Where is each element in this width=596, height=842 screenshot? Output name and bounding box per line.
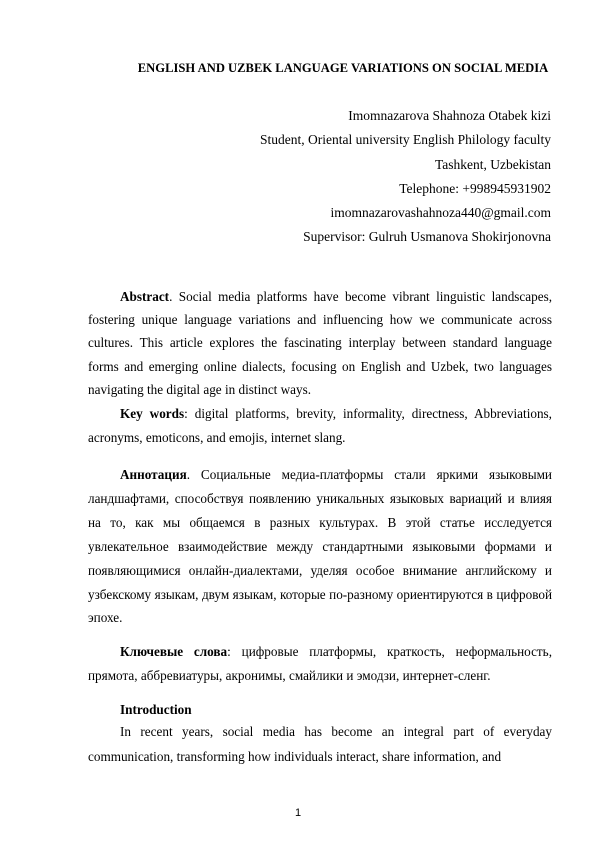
- keywords-ru-text: : цифровые платформы, краткость, неформальность, прямота, аббревиатуры, акронимы, смайлики и эмодзи, интернет-сленг.: [88, 644, 552, 683]
- annotation-ru-section: [88, 463, 552, 630]
- abstract-paragraph: [88, 285, 552, 401]
- supervisor-name: Supervisor: Gulruh Usmanova Shokirjonovna: [303, 229, 551, 245]
- introduction-section: [88, 720, 552, 769]
- keywords-text: : digital platforms, brevity, informality, directness, Abbreviations, acronyms, emoticons, and emojis, internet slang.: [88, 406, 552, 445]
- author-name: Imomnazarova Shahnoza Otabek kizi: [348, 108, 551, 123]
- annotation-ru-paragraph: [88, 463, 552, 630]
- keywords-ru-paragraph: [88, 640, 552, 687]
- author-affiliation: Student, Oriental university English Philology faculty: [260, 132, 551, 148]
- abstract-text: . Social media platforms have become vibrant linguistic landscapes, fostering unique language variations and influencing how we communicate across cultures. This article explores the fascinating interplay between standard language forms and emerging online dialects, focusing on English and Uzbek, two languages navigating the digital age in distinct ways.: [88, 289, 552, 397]
- keywords-label: Key words: [120, 406, 185, 421]
- keywords-section: [88, 402, 552, 449]
- annotation-ru-text: . Социальные медиа-платформы стали яркими языковыми ландшафтами, способствуя появлению уникальных языковых вариаций и влияя на то, как мы общаемся в разных культурах. В этой статье исследуется увлекательное взаимодействие между стандартными языковыми формами и появляющимися онлайн-диалектами, уделяя особое внимание английскому и узбекскому языкам, двум языкам, которые по-разному ориентируются в цифровой эпохе.: [88, 467, 552, 626]
- annotation-ru-label: Аннотация: [120, 467, 187, 482]
- author-email[interactable]: imomnazarovashahnoza440@gmail.com: [330, 205, 551, 221]
- author-telephone: Telephone: +998945931902: [399, 180, 551, 196]
- author-info-block: [131, 104, 551, 250]
- keywords-ru-label: Ключевые слова: [120, 644, 228, 659]
- keywords-paragraph: [88, 402, 552, 449]
- introduction-paragraph: In recent years, social media has become an integral part of everyday communication, transforming how individuals interact, share information, and: [88, 724, 552, 764]
- author-location: Tashkent, Uzbekistan: [434, 156, 551, 172]
- page-number: 1: [294, 807, 302, 819]
- introduction-heading-block: [88, 700, 552, 720]
- abstract-label: Abstract: [120, 289, 170, 304]
- keywords-ru-section: [88, 640, 552, 687]
- abstract-section: [88, 285, 552, 401]
- introduction-heading: Introduction: [120, 702, 192, 717]
- paper-title: ENGLISH AND UZBEK LANGUAGE VARIATIONS ON SOCIAL MEDIA: [137, 61, 549, 75]
